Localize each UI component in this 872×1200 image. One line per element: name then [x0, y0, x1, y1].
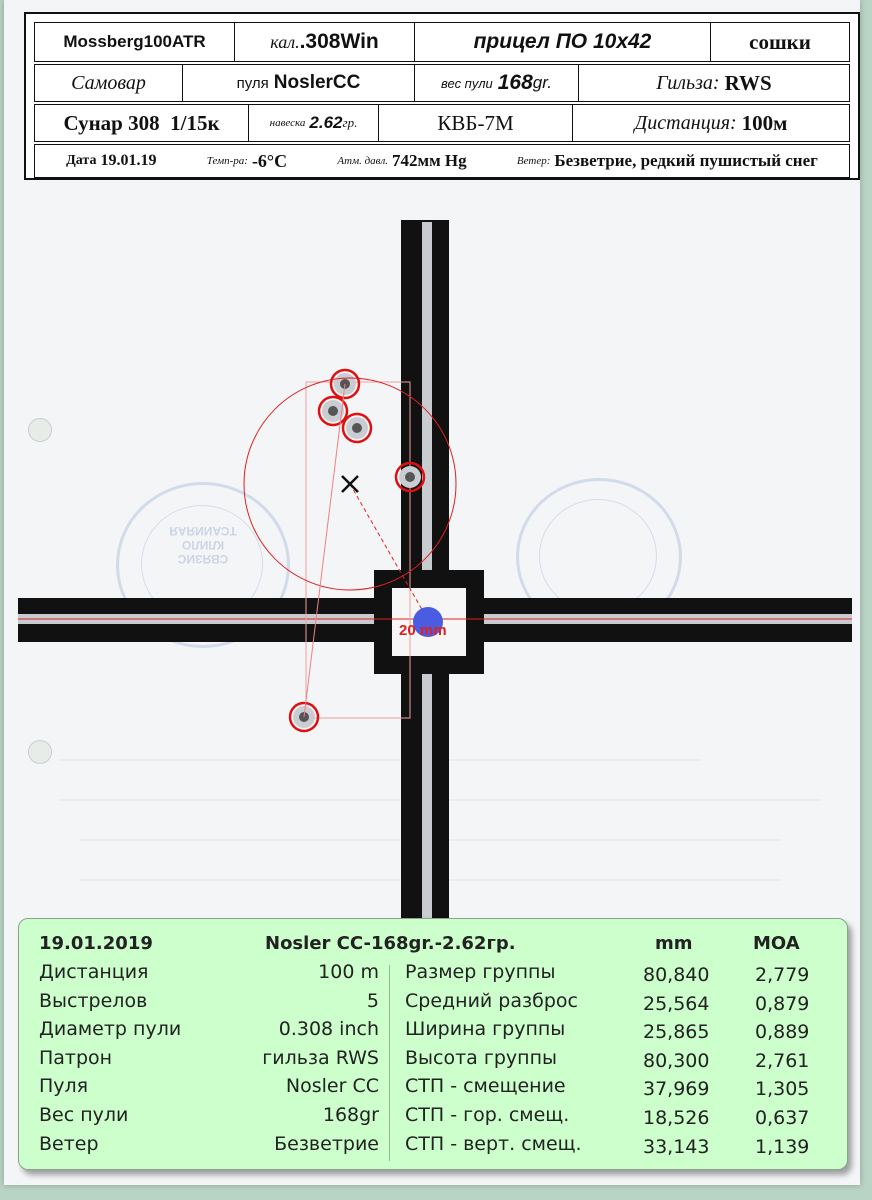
stat-mm: 80,300 — [643, 1049, 710, 1072]
pressure-value: 742мм Hg — [392, 151, 467, 170]
stat-label: Ширина группы — [405, 1018, 566, 1041]
stat-moa: 2,779 — [755, 964, 810, 986]
stat-mm: 25,865 — [643, 1021, 710, 1044]
pressure-label: Атм. давл. — [337, 155, 388, 167]
stat-moa: 2,761 — [755, 1049, 810, 1072]
extreme-spread-line — [304, 384, 345, 717]
param-value: Безветрие — [274, 1132, 379, 1155]
distance-label: Дистанция: — [634, 111, 737, 134]
charge-label: навеска — [269, 117, 306, 129]
temp-value: -6°C — [251, 150, 288, 171]
temp-label: Темп-ра: — [206, 155, 248, 167]
stat-mm: 37,969 — [643, 1078, 710, 1101]
param-label: Ветер — [39, 1132, 99, 1155]
rifle-name: Mossberg100ATR — [35, 23, 235, 61]
weight-label: вес пули — [440, 75, 493, 91]
param-label: Выстрелов — [39, 989, 148, 1012]
scale-label: 20 mm — [399, 622, 447, 639]
group-center-mark — [342, 476, 358, 492]
powder-name: Сунар 308 — [63, 110, 160, 135]
scope-name: прицел ПО 10х42 — [415, 23, 711, 61]
stat-moa: 1,305 — [755, 1078, 810, 1101]
stat-mm: 80,840 — [643, 964, 710, 986]
param-label: Пуля — [39, 1075, 89, 1098]
panel-date: 19.01.2019 — [39, 933, 153, 954]
weight-value: 168 — [497, 71, 533, 94]
param-value: 5 — [366, 989, 379, 1012]
col-header-mm: mm — [655, 933, 693, 954]
panel-load: Nosler CC-168gr.-2.62гр. — [265, 933, 516, 954]
date-label: Дата — [66, 153, 97, 168]
case-label: Гильза: — [656, 71, 720, 94]
bullet-value: NoslerCC — [273, 72, 361, 93]
stat-moa: 0,889 — [755, 1021, 810, 1044]
param-value: 168gr — [322, 1104, 379, 1126]
param-value: 0.308 inch — [278, 1018, 379, 1041]
stat-moa: 0,879 — [755, 992, 810, 1015]
results-panel — [18, 918, 848, 1170]
param-label: Дистанция — [39, 961, 149, 983]
bullet-label: пуля — [236, 74, 269, 92]
powder-maker: Самовар — [35, 65, 183, 101]
stat-moa: 0,637 — [755, 1107, 810, 1129]
stat-moa: 1,139 — [755, 1135, 810, 1158]
stat-label: СТП - гор. смещ. — [405, 1104, 570, 1126]
wind-value: Безветрие, редкий пушистый снег — [554, 151, 818, 170]
stat-mm: 25,564 — [643, 992, 710, 1015]
stat-label: СТП - смещение — [405, 1075, 566, 1098]
stat-label: Размер группы — [405, 961, 556, 983]
caliber-value: .308Win — [299, 30, 379, 53]
param-label: Патрон — [39, 1046, 113, 1069]
reticle — [18, 220, 852, 922]
support-type: сошки — [749, 29, 811, 54]
col-header-moa: MOA — [753, 933, 800, 954]
param-label: Диаметр пули — [39, 1018, 182, 1041]
primer: КВБ-7М — [379, 105, 573, 141]
panel-divider — [389, 965, 390, 1161]
param-value: Nosler CC — [285, 1075, 379, 1098]
charge-unit: гр. — [342, 115, 358, 130]
param-value: 100 m — [318, 961, 379, 983]
wind-label: Ветер: — [516, 155, 551, 167]
case-value: RWS — [724, 70, 772, 95]
param-value: гильза RWS — [262, 1046, 379, 1069]
stat-label: Высота группы — [405, 1046, 557, 1069]
weight-unit: gr. — [532, 73, 553, 92]
caliber-label: кал. — [270, 31, 300, 52]
stat-mm: 33,143 — [643, 1135, 710, 1158]
stat-label: Средний разброс — [405, 989, 578, 1012]
stat-label: СТП - верт. смещ. — [405, 1132, 582, 1155]
date-value: 19.01.19 — [100, 152, 157, 169]
bullet-hole — [399, 466, 421, 488]
left-stamp-text: СВЯЗИС КЛИЛО ТСАИИЯАЯ — [169, 524, 237, 566]
stat-mm: 18,526 — [643, 1107, 710, 1129]
powder-lot: 1/15к — [170, 110, 220, 135]
distance-value: 100м — [741, 110, 788, 135]
bullet-hole — [346, 417, 368, 439]
charge-value: 2.62 — [309, 113, 343, 132]
param-label: Вес пули — [39, 1104, 129, 1126]
